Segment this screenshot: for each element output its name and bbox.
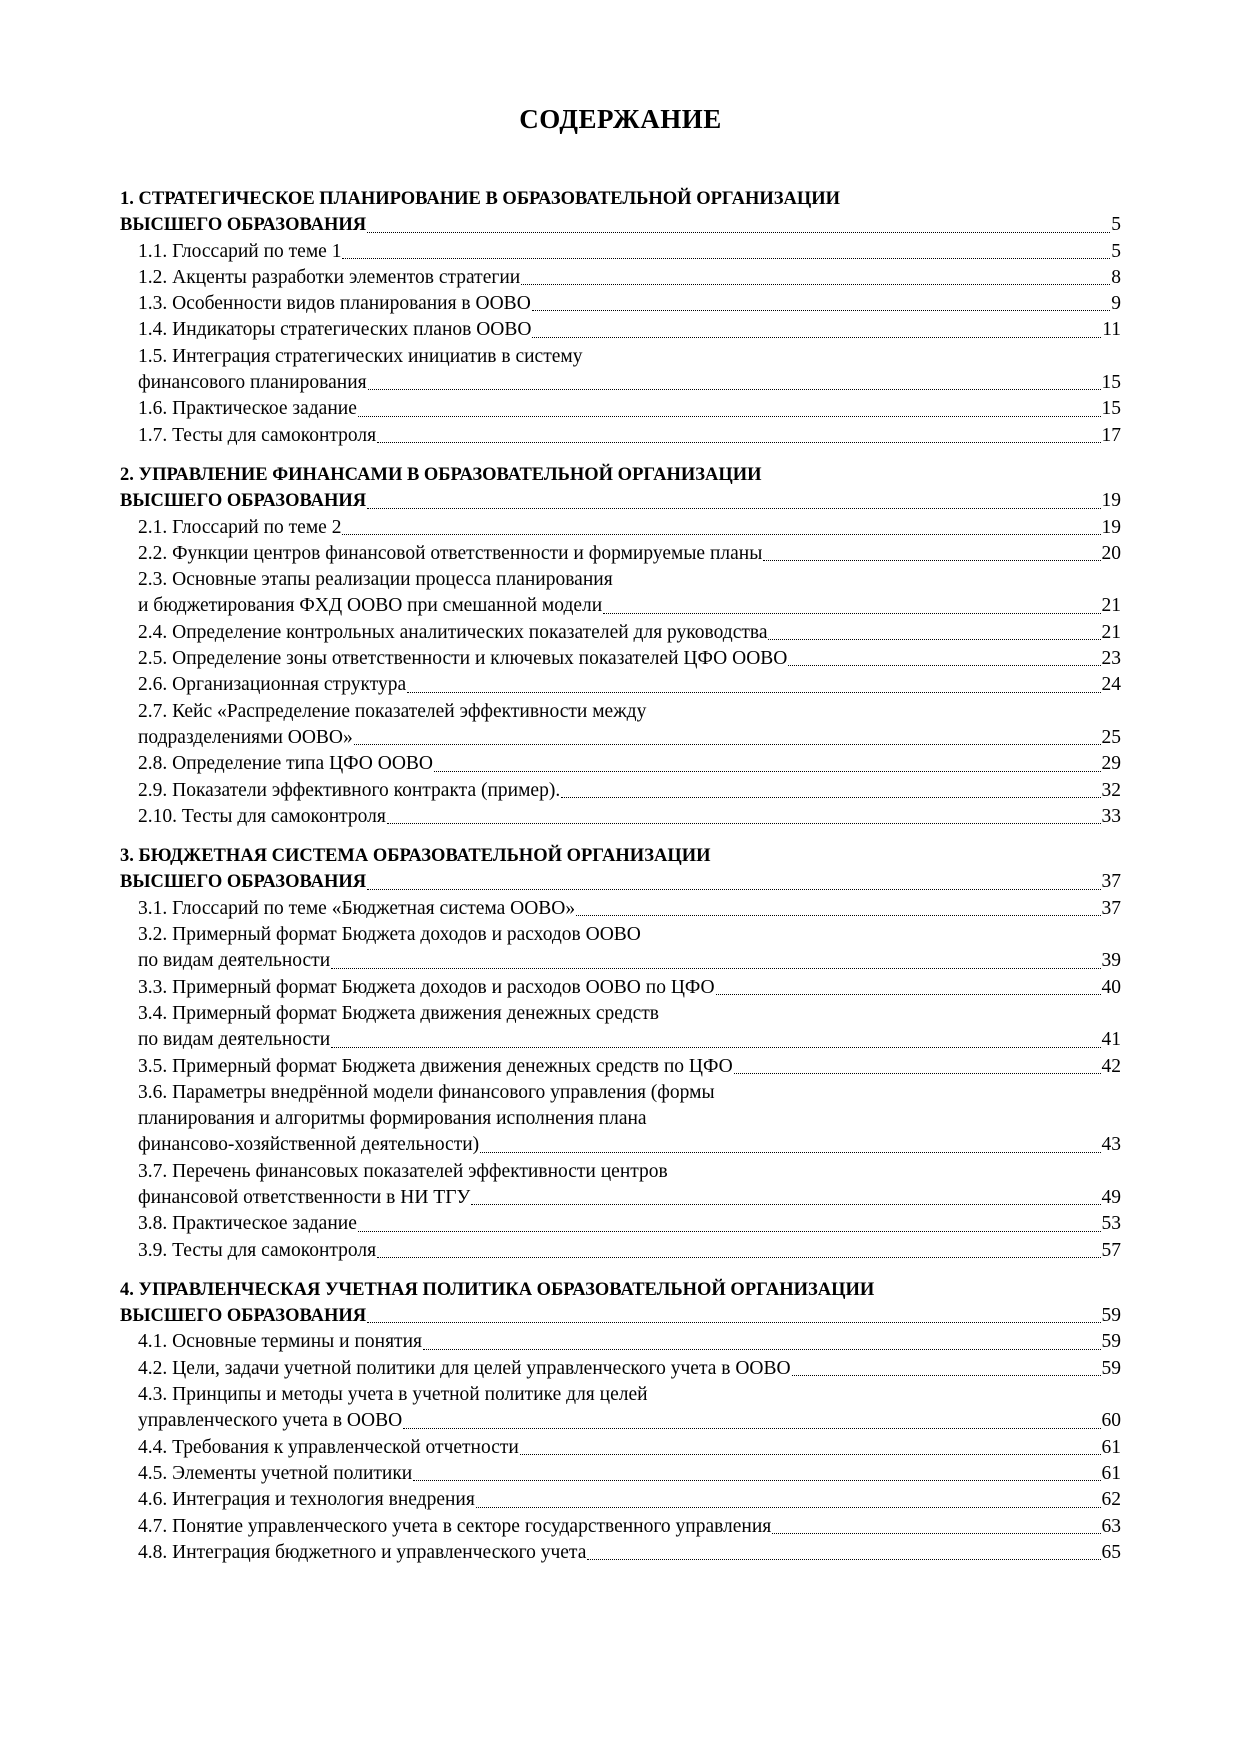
toc-entry-line bbox=[138, 1514, 1121, 1540]
toc-entry-title: планирования и алгоритмы формирования исполнения плана bbox=[138, 1108, 647, 1130]
toc-page-number: 61 bbox=[1101, 1462, 1121, 1484]
toc-page-number: 19 bbox=[1101, 516, 1121, 538]
toc-entry-title: и бюджетирования ФХД ООВО при смешанной модели bbox=[138, 595, 603, 617]
toc-entry-title: подразделениями ООВО» bbox=[138, 726, 353, 748]
dot-leader bbox=[377, 1257, 1100, 1258]
page-title: СОДЕРЖАНИЕ bbox=[519, 104, 722, 134]
dot-leader bbox=[403, 1428, 1100, 1429]
toc-entry-title: 2.9. Показатели эффективного контракта (пример). bbox=[138, 779, 561, 801]
toc-section-entry[interactable] bbox=[120, 423, 1121, 449]
dot-leader bbox=[521, 284, 1110, 285]
toc-entry-title: 2.1. Глоссарий по теме 2 bbox=[138, 516, 342, 538]
toc-section-entry[interactable] bbox=[120, 1054, 1121, 1080]
toc-section-entry[interactable] bbox=[120, 1238, 1121, 1264]
toc-entry-line bbox=[120, 212, 1121, 238]
toc-page-number: 61 bbox=[1101, 1436, 1121, 1458]
toc-entry-line bbox=[138, 646, 1121, 672]
dot-leader bbox=[367, 232, 1110, 233]
toc-section-entry[interactable] bbox=[120, 567, 1121, 620]
toc-entry-title: 2.8. Определение типа ЦФО ООВО bbox=[138, 753, 434, 775]
toc-entry-title: 2.3. Основные этапы реализации процесса планирования bbox=[138, 569, 613, 591]
toc-entry-line bbox=[138, 1185, 1121, 1211]
toc-entry-title: 4.5. Элементы учетной политики bbox=[138, 1462, 413, 1484]
toc-section-entry[interactable] bbox=[120, 778, 1121, 804]
toc-entry-title: ВЫСШЕГО ОБРАЗОВАНИЯ bbox=[120, 491, 367, 512]
toc-page-number: 15 bbox=[1101, 372, 1121, 394]
dot-leader bbox=[407, 692, 1100, 693]
toc-page-number: 59 bbox=[1101, 1331, 1121, 1353]
dot-leader bbox=[331, 968, 1100, 969]
toc-entry-line bbox=[120, 462, 1121, 488]
toc-page-number: 59 bbox=[1101, 1305, 1121, 1327]
toc-entry-line bbox=[138, 699, 1121, 725]
dot-leader bbox=[377, 442, 1100, 443]
toc-entry-line bbox=[138, 1106, 1121, 1132]
toc-entry-line bbox=[120, 843, 1121, 869]
toc-page-number: 5 bbox=[1111, 240, 1121, 262]
toc-entry-title: управленческого учета в ООВО bbox=[138, 1410, 403, 1432]
toc-section-entry[interactable] bbox=[120, 1514, 1121, 1540]
toc-entry-line bbox=[138, 567, 1121, 593]
toc-entry-title: 4.8. Интеграция бюджетного и управленческого учета bbox=[138, 1541, 587, 1563]
toc-entry-title: 1.3. Особенности видов планирования в ООВО bbox=[138, 293, 531, 315]
toc-entry-title: 3.9. Тесты для самоконтроля bbox=[138, 1239, 377, 1261]
toc-entry-title: 2.4. Определение контрольных аналитических показателей для руководства bbox=[138, 621, 768, 643]
toc-entry-line bbox=[138, 423, 1121, 449]
dot-leader bbox=[716, 994, 1101, 995]
toc-page-number: 17 bbox=[1101, 424, 1121, 446]
toc-page-number: 41 bbox=[1101, 1029, 1121, 1051]
toc-entry-title: 1. СТРАТЕГИЧЕСКОЕ ПЛАНИРОВАНИЕ В ОБРАЗОВАТЕЛЬНОЙ ОРГАНИЗАЦИИ bbox=[120, 189, 841, 209]
dot-leader bbox=[367, 1322, 1100, 1323]
dot-leader bbox=[367, 889, 1100, 890]
toc-entry-line bbox=[138, 1329, 1121, 1355]
toc-page-number: 20 bbox=[1101, 542, 1121, 564]
toc-entry-title: 2.2. Функции центров финансовой ответственности и формируемые планы bbox=[138, 542, 763, 564]
toc-entry-title: 3.1. Глоссарий по теме «Бюджетная система ООВО» bbox=[138, 897, 576, 919]
toc-section-entry[interactable] bbox=[120, 646, 1121, 672]
dot-leader bbox=[342, 534, 1100, 535]
toc-entry-line bbox=[138, 291, 1121, 317]
section-gap bbox=[120, 449, 1121, 462]
toc-entry-title: ВЫСШЕГО ОБРАЗОВАНИЯ bbox=[120, 872, 367, 893]
toc-page-number: 43 bbox=[1101, 1134, 1121, 1156]
toc-section-entry[interactable] bbox=[120, 317, 1121, 343]
toc-entry-title: ВЫСШЕГО ОБРАЗОВАНИЯ bbox=[120, 1306, 367, 1327]
toc-section-entry[interactable] bbox=[120, 1487, 1121, 1513]
toc-section-entry[interactable] bbox=[120, 396, 1121, 422]
dot-leader bbox=[434, 771, 1100, 772]
toc-entry-line bbox=[120, 488, 1121, 514]
toc-page-number: 19 bbox=[1101, 490, 1121, 512]
dot-leader bbox=[561, 797, 1100, 798]
toc-section-entry[interactable] bbox=[120, 1001, 1121, 1054]
toc-entry-title: финансового планирования bbox=[138, 372, 367, 394]
dot-leader bbox=[792, 1375, 1101, 1376]
toc-section-entry[interactable] bbox=[120, 672, 1121, 698]
toc-page-number: 21 bbox=[1101, 621, 1121, 643]
toc-page-number: 25 bbox=[1101, 726, 1121, 748]
toc-section-entry[interactable] bbox=[120, 1435, 1121, 1461]
dot-leader bbox=[476, 1507, 1101, 1508]
toc-entry-title: 3.2. Примерный формат Бюджета доходов и расходов ООВО bbox=[138, 924, 641, 946]
toc-page-number: 21 bbox=[1101, 595, 1121, 617]
toc-entry-line bbox=[138, 1080, 1121, 1106]
dot-leader bbox=[471, 1204, 1100, 1205]
toc-section-entry[interactable] bbox=[120, 515, 1121, 541]
toc-section-entry[interactable] bbox=[120, 1356, 1121, 1382]
toc-entry-line bbox=[138, 396, 1121, 422]
toc-entry-line bbox=[138, 620, 1121, 646]
toc-entry-title: 2.10. Тесты для самоконтроля bbox=[138, 805, 386, 827]
toc-entry-line bbox=[120, 869, 1121, 895]
toc-entry-line bbox=[138, 896, 1121, 922]
toc-entry-line bbox=[138, 344, 1121, 370]
toc-section-entry[interactable] bbox=[120, 1329, 1121, 1355]
toc-entry-line bbox=[138, 725, 1121, 751]
toc-entry-title: 2.7. Кейс «Распределение показателей эффективности между bbox=[138, 700, 647, 722]
section-gap bbox=[120, 830, 1121, 843]
toc-section-entry[interactable] bbox=[120, 239, 1121, 265]
section-gap bbox=[120, 1264, 1121, 1277]
toc-entry-line bbox=[138, 1356, 1121, 1382]
toc-entry-title: 1.5. Интеграция стратегических инициатив в систему bbox=[138, 345, 583, 367]
dot-leader bbox=[331, 1047, 1100, 1048]
dot-leader bbox=[576, 915, 1100, 916]
toc-page-number: 9 bbox=[1111, 293, 1121, 315]
toc-entry-title: 1.4. Индикаторы стратегических планов ООВО bbox=[138, 319, 532, 341]
dot-leader bbox=[603, 613, 1100, 614]
toc-section-entry[interactable] bbox=[120, 541, 1121, 567]
toc-chapter-entry[interactable] bbox=[120, 1277, 1121, 1330]
toc-page-number: 33 bbox=[1101, 805, 1121, 827]
toc-page-number: 53 bbox=[1101, 1213, 1121, 1235]
toc-entry-title: 4.7. Понятие управленческого учета в секторе государственного управления bbox=[138, 1515, 772, 1537]
toc-entry-title: 4.4. Требования к управленческой отчетности bbox=[138, 1436, 519, 1458]
toc-section-entry[interactable] bbox=[120, 751, 1121, 777]
toc-chapter-entry[interactable] bbox=[120, 843, 1121, 896]
toc-entry-line bbox=[138, 1382, 1121, 1408]
toc-entry-title: финансово-хозяйственной деятельности) bbox=[138, 1134, 480, 1156]
toc-entry-title: 3.7. Перечень финансовых показателей эффективности центров bbox=[138, 1160, 668, 1182]
toc-entry-title: 3.4. Примерный формат Бюджета движения денежных средств bbox=[138, 1002, 659, 1024]
toc-entry-line bbox=[120, 1303, 1121, 1329]
toc-page-number: 49 bbox=[1101, 1186, 1121, 1208]
toc-entry-title: по видам деятельности bbox=[138, 1029, 331, 1051]
toc-section-entry[interactable] bbox=[120, 804, 1121, 830]
toc-section-entry[interactable] bbox=[120, 896, 1121, 922]
toc-section-entry[interactable] bbox=[120, 344, 1121, 397]
toc-entry-title: 3.5. Примерный формат Бюджета движения денежных средств по ЦФО bbox=[138, 1055, 733, 1077]
toc-page-number: 37 bbox=[1101, 897, 1121, 919]
toc-page-number: 15 bbox=[1101, 398, 1121, 420]
dot-leader bbox=[768, 639, 1100, 640]
dot-leader bbox=[763, 560, 1100, 561]
toc-page-number: 24 bbox=[1101, 674, 1121, 696]
toc-entry-line bbox=[120, 1277, 1121, 1303]
toc-entry-line bbox=[138, 239, 1121, 265]
toc-section-entry[interactable] bbox=[120, 1080, 1121, 1159]
dot-leader bbox=[413, 1480, 1100, 1481]
toc-entry-line bbox=[138, 515, 1121, 541]
table-of-contents bbox=[120, 186, 1121, 1566]
dot-leader bbox=[788, 665, 1100, 666]
toc-page-number: 8 bbox=[1111, 266, 1121, 288]
toc-page-number: 29 bbox=[1101, 753, 1121, 775]
toc-page-number: 57 bbox=[1101, 1239, 1121, 1261]
toc-page-number: 40 bbox=[1101, 976, 1121, 998]
toc-entry-line bbox=[138, 541, 1121, 567]
dot-leader bbox=[358, 1231, 1101, 1232]
toc-entry-line bbox=[138, 1408, 1121, 1434]
toc-entry-line bbox=[138, 317, 1121, 343]
toc-entry-title: ВЫСШЕГО ОБРАЗОВАНИЯ bbox=[120, 215, 367, 236]
toc-page-number: 39 bbox=[1101, 950, 1121, 972]
toc-section-entry[interactable] bbox=[120, 1461, 1121, 1487]
toc-entry-line bbox=[138, 1159, 1121, 1185]
dot-leader bbox=[368, 389, 1101, 390]
toc-entry-title: 3. БЮДЖЕТНАЯ СИСТЕМА ОБРАЗОВАТЕЛЬНОЙ ОРГАНИЗАЦИИ bbox=[120, 846, 711, 867]
toc-entry-line bbox=[138, 1435, 1121, 1461]
toc-entry-line bbox=[138, 1540, 1121, 1566]
toc-page-number: 42 bbox=[1101, 1055, 1121, 1077]
toc-entry-title: 1.2. Акценты разработки элементов стратегии bbox=[138, 266, 521, 288]
toc-entry-line bbox=[120, 186, 1121, 212]
toc-entry-line bbox=[138, 1054, 1121, 1080]
toc-page-number: 23 bbox=[1101, 648, 1121, 670]
dot-leader bbox=[354, 744, 1101, 745]
toc-entry-title: 4. УПРАВЛЕНЧЕСКАЯ УЧЕТНАЯ ПОЛИТИКА ОБРАЗОВАТЕЛЬНОЙ ОРГАНИЗАЦИИ bbox=[120, 1279, 875, 1300]
toc-entry-line bbox=[138, 1027, 1121, 1053]
toc-entry-title: 4.3. Принципы и методы учета в учетной политике для целей bbox=[138, 1384, 648, 1406]
toc-entry-title: 1.1. Глоссарий по теме 1 bbox=[138, 240, 342, 262]
toc-entry-line bbox=[138, 672, 1121, 698]
toc-section-entry[interactable] bbox=[120, 291, 1121, 317]
dot-leader bbox=[734, 1073, 1101, 1074]
toc-entry-title: 3.8. Практическое задание bbox=[138, 1213, 357, 1235]
toc-section-entry[interactable] bbox=[120, 975, 1121, 1001]
dot-leader bbox=[358, 416, 1101, 417]
toc-entry-title: 2.6. Организационная структура bbox=[138, 674, 407, 696]
toc-entry-line bbox=[138, 1487, 1121, 1513]
toc-entry-title: финансовой ответственности в НИ ТГУ bbox=[138, 1186, 471, 1208]
toc-entry-line bbox=[138, 948, 1121, 974]
toc-entry-line bbox=[138, 265, 1121, 291]
dot-leader bbox=[480, 1152, 1100, 1153]
toc-entry-title: 4.6. Интеграция и технология внедрения bbox=[138, 1489, 475, 1511]
toc-section-entry[interactable] bbox=[120, 922, 1121, 975]
toc-entry-title: 2.5. Определение зоны ответственности и ключевых показателей ЦФО ООВО bbox=[138, 648, 788, 670]
toc-entry-title: 4.1. Основные термины и понятия bbox=[138, 1331, 422, 1353]
toc-page-number: 37 bbox=[1101, 871, 1121, 893]
toc-entry-line bbox=[138, 1001, 1121, 1027]
toc-entry-line bbox=[138, 1461, 1121, 1487]
toc-entry-line bbox=[138, 1211, 1121, 1237]
toc-entry-title: 2. УПРАВЛЕНИЕ ФИНАНСАМИ В ОБРАЗОВАТЕЛЬНОЙ ОРГАНИЗАЦИИ bbox=[120, 464, 762, 485]
toc-entry-line bbox=[138, 1132, 1121, 1158]
toc-page-number: 11 bbox=[1102, 319, 1121, 341]
toc-entry-line bbox=[138, 593, 1121, 619]
dot-leader bbox=[587, 1559, 1100, 1560]
toc-entry-title: 3.6. Параметры внедрённой модели финансового управления (формы bbox=[138, 1081, 715, 1103]
toc-entry-line bbox=[138, 975, 1121, 1001]
toc-page-number: 32 bbox=[1101, 779, 1121, 801]
dot-leader bbox=[772, 1533, 1100, 1534]
toc-section-entry[interactable] bbox=[120, 1382, 1121, 1435]
toc-chapter-entry[interactable] bbox=[120, 462, 1121, 515]
toc-page-number: 5 bbox=[1111, 214, 1121, 236]
dot-leader bbox=[387, 823, 1101, 824]
toc-section-entry[interactable] bbox=[120, 620, 1121, 646]
toc-chapter-entry[interactable] bbox=[120, 186, 1121, 239]
dot-leader bbox=[367, 508, 1100, 509]
toc-entry-line bbox=[138, 370, 1121, 396]
toc-section-entry[interactable] bbox=[120, 699, 1121, 752]
toc-page-number: 65 bbox=[1101, 1541, 1121, 1563]
toc-entry-title: 3.3. Примерный формат Бюджета доходов и расходов ООВО по ЦФО bbox=[138, 976, 715, 998]
toc-entry-line bbox=[138, 922, 1121, 948]
toc-page-number: 60 bbox=[1101, 1410, 1121, 1432]
toc-section-entry[interactable] bbox=[120, 265, 1121, 291]
toc-entry-line bbox=[138, 751, 1121, 777]
toc-entry-title: по видам деятельности bbox=[138, 950, 331, 972]
toc-section-entry[interactable] bbox=[120, 1540, 1121, 1566]
toc-section-entry[interactable] bbox=[120, 1159, 1121, 1212]
toc-entry-line bbox=[138, 1238, 1121, 1264]
toc-page-number: 62 bbox=[1101, 1489, 1121, 1511]
toc-section-entry[interactable] bbox=[120, 1211, 1121, 1237]
toc-entry-title: 1.6. Практическое задание bbox=[138, 398, 357, 420]
dot-leader bbox=[423, 1349, 1101, 1350]
toc-entry-line bbox=[138, 778, 1121, 804]
toc-page-number: 59 bbox=[1101, 1357, 1121, 1379]
dot-leader bbox=[532, 310, 1110, 311]
toc-entry-line bbox=[138, 804, 1121, 830]
toc-entry-title: 1.7. Тесты для самоконтроля bbox=[138, 424, 377, 446]
dot-leader bbox=[532, 337, 1101, 338]
toc-page-number: 63 bbox=[1101, 1515, 1121, 1537]
dot-leader bbox=[342, 258, 1110, 259]
toc-entry-title: 4.2. Цели, задачи учетной политики для целей управленческого учета в ООВО bbox=[138, 1357, 791, 1379]
dot-leader bbox=[520, 1454, 1101, 1455]
